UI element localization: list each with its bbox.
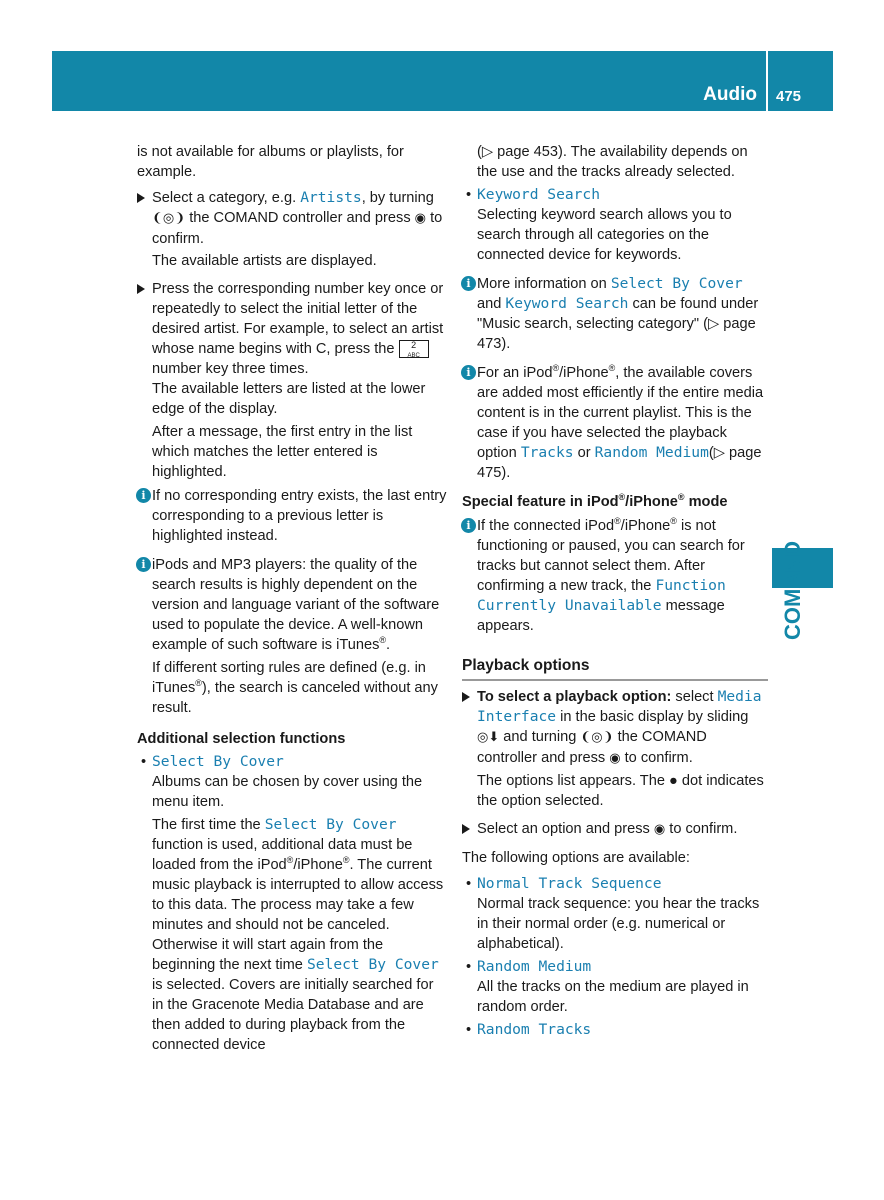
section-heading: Playback options — [462, 656, 768, 681]
text: /iPhone — [620, 518, 671, 534]
paragraph — [137, 658, 447, 718]
paragraph: Selecting keyword search allows you to search through all categories on the connected device for keywords. — [477, 207, 732, 263]
paragraph: Albums can be chosen by cover using the menu item. — [152, 774, 423, 810]
controller-turn-icon: ❨◎❩ — [152, 211, 186, 226]
key-letters: ABC — [407, 353, 420, 360]
bullet-icon: • — [466, 959, 472, 975]
text: Select a category, e.g. — [152, 190, 301, 206]
list-item — [462, 185, 768, 205]
reg-mark: ® — [608, 363, 616, 374]
info-icon: i — [461, 365, 476, 380]
step — [462, 687, 768, 769]
triangle-right-icon — [137, 193, 145, 203]
bullet-icon: • — [466, 1022, 472, 1038]
text: the COMAND controller and press — [477, 729, 707, 766]
text: select — [671, 689, 718, 705]
triangle-right-icon — [462, 692, 470, 702]
text: and turning — [499, 729, 581, 745]
key-number: 2 — [411, 340, 417, 351]
text: mode — [684, 494, 728, 510]
text: , the available covers are added most efficiently if the entire media content is in the current playlist. This is the case if you have selected the playback option — [477, 365, 764, 461]
text: For an iPod — [477, 365, 553, 381]
bold-text: To select a playback option: — [477, 689, 672, 705]
list-item — [462, 1020, 768, 1040]
text: More information on — [477, 276, 611, 292]
paragraph — [137, 815, 447, 1055]
menu-term: Select By Cover — [610, 275, 743, 292]
text: or — [573, 445, 595, 461]
text: to confirm. — [665, 821, 738, 837]
text: to confirm. — [620, 750, 693, 766]
info-note — [137, 555, 447, 655]
text: . — [386, 637, 391, 653]
reg-mark: ® — [286, 855, 294, 866]
text: , by turning — [361, 190, 434, 206]
triangle-right-icon — [462, 824, 470, 834]
right-column — [462, 142, 768, 1040]
page-number: 475 — [776, 88, 802, 105]
reg-mark: ® — [195, 678, 202, 689]
text: (▷ page 475). — [477, 445, 762, 481]
controller-turn-icon: ❨◎❩ — [580, 730, 614, 745]
menu-term: Select By Cover — [306, 956, 439, 973]
text: the COMAND controller and press — [185, 210, 415, 226]
text: . The current music playback is interrupted to allow access to this data. The process may take a few minutes and should not be canceled. Otherwise it will start again from the beginning the next time — [152, 857, 444, 973]
menu-term: Function Currently Unavailable — [477, 577, 726, 614]
controller-slide-icon: ◎⬇ — [477, 730, 500, 745]
info-note — [462, 516, 768, 636]
text: Press the corresponding number key once or repeatedly to select the initial letter of the desired artist. For example, to select an artist whose name begins with C, press the — [152, 281, 444, 357]
text: can be found under "Music search, selecting category" (▷ page 473). — [477, 296, 759, 352]
list-item — [462, 957, 768, 977]
controller-press-icon: ◉ — [609, 751, 621, 766]
text: in the basic display by sliding — [556, 709, 749, 725]
menu-term: Media Interface — [477, 688, 762, 725]
text: Select an option and press — [477, 821, 654, 837]
side-label-text: COMAND — [780, 541, 805, 640]
menu-term: Random Medium — [594, 444, 709, 461]
result-text: The available letters are listed at the lower edge of the display. — [152, 381, 426, 417]
menu-term: Random Tracks — [477, 1021, 592, 1038]
text: function is used, additional data must be loaded from the iPod — [152, 837, 413, 873]
menu-term: Normal Track Sequence — [477, 875, 662, 892]
step — [137, 279, 447, 379]
text: number key three times. — [152, 361, 309, 377]
paragraph: Normal track sequence: you hear the tracks in their normal order (e.g. numerical or alphabetical). — [477, 896, 760, 952]
menu-term: Artists — [300, 189, 362, 206]
info-icon: i — [461, 276, 476, 291]
text: /iPhone — [625, 494, 678, 510]
side-label — [780, 540, 812, 640]
paragraph: is not available for albums or playlists, for example. — [137, 144, 404, 180]
info-icon: i — [136, 557, 151, 572]
page-title: Audio — [703, 84, 757, 105]
section-heading — [462, 492, 768, 512]
info-icon: i — [461, 518, 476, 533]
text: If different sorting rules are defined (e.g. in iTunes — [152, 660, 426, 696]
number-key-2-icon — [399, 340, 429, 358]
text: is selected. Covers are initially searched for in the Gracenote Media Database and are then added to during playback from the connected device — [152, 977, 434, 1053]
text: and — [477, 296, 506, 312]
reg-mark: ® — [614, 516, 621, 527]
text: The first time the — [152, 817, 265, 833]
menu-term: Tracks — [520, 444, 574, 461]
menu-term: Keyword Search — [477, 186, 601, 203]
reg-mark: ® — [552, 363, 560, 374]
info-icon: i — [136, 488, 151, 503]
info-note — [462, 274, 768, 354]
text: is not functioning or paused, you can search for tracks but cannot select them. After confirming a new track, the — [477, 518, 745, 594]
info-note — [137, 486, 447, 546]
info-note — [462, 363, 768, 483]
text: If the connected iPod — [477, 518, 615, 534]
paragraph: The following options are available: — [462, 850, 690, 866]
reg-mark: ® — [379, 635, 387, 646]
text: to confirm. — [152, 210, 443, 247]
paragraph: (▷ page 453). The availability depends on the use and the tracks already selected. — [477, 144, 748, 180]
reg-mark: ® — [677, 492, 685, 503]
step — [462, 819, 768, 840]
bullet-icon: • — [466, 187, 472, 203]
left-column — [137, 142, 447, 1055]
result-text: The available artists are displayed. — [152, 253, 377, 269]
controller-press-icon: ◉ — [653, 822, 666, 837]
list-item — [462, 874, 768, 894]
triangle-right-icon — [137, 284, 145, 294]
text: /iPhone — [293, 857, 343, 873]
step — [137, 188, 447, 249]
result-text: The options list appears. The ● dot indicates the option selected. — [477, 773, 764, 809]
menu-term: Keyword Search — [505, 295, 629, 312]
list-item — [137, 752, 447, 772]
menu-term: Select By Cover — [152, 753, 284, 770]
paragraph: All the tracks on the medium are played in random order. — [477, 979, 749, 1015]
text: Special feature in iPod — [462, 494, 619, 510]
text: iPods and MP3 players: the quality of the search results is highly dependent on the version and language variant of the software used to populate the device. A well-known example of such software is iTunes — [152, 557, 440, 653]
menu-term: Select By Cover — [264, 816, 397, 833]
reg-mark: ® — [618, 492, 626, 503]
section-heading: Additional selection functions — [137, 731, 346, 747]
bullet-icon: • — [466, 876, 472, 892]
result-text: After a message, the first entry in the list which matches the letter entered is highlighted. — [152, 424, 413, 480]
reg-mark: ® — [342, 855, 350, 866]
bullet-icon: • — [141, 754, 147, 770]
header-divider — [766, 51, 768, 111]
text: ), the search is canceled without any result. — [152, 680, 438, 716]
menu-term: Random Medium — [477, 958, 592, 975]
controller-press-icon: ◉ — [414, 211, 427, 226]
text: If no corresponding entry exists, the last entry corresponding to a previous letter is highlighted instead. — [152, 488, 447, 544]
text: message appears. — [477, 598, 725, 634]
reg-mark: ® — [670, 516, 677, 527]
text: /iPhone — [559, 365, 609, 381]
